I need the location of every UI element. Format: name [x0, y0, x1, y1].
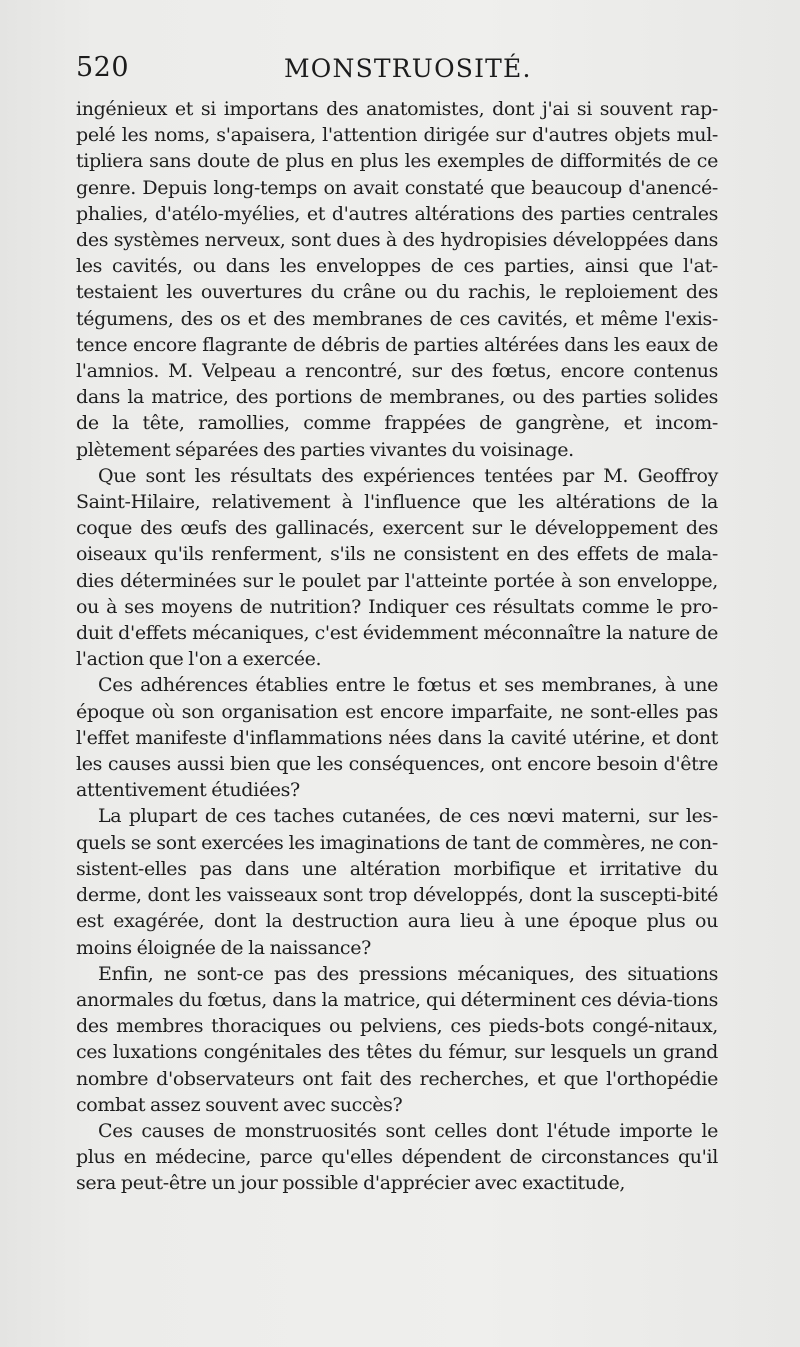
body-text — [76, 96, 718, 1195]
paragraph-geoffroy: Que sont les résultats des expériences tentées par M. Geoffroy Saint-Hilaire, relativement à l'influence que les altérations de la coque des œufs des gallinacés, exercent sur le développement des oiseaux qu'ils renferment, s'ils ne consistent en des effets de mala-dies déterminées sur le poulet par l'atteinte portée à son enveloppe, ou à ses moyens de nutrition? Indiquer ces résultats comme le pro-duit d'effets mécaniques, c'est évidemment méconnaître la nature de l'action que l'on a exercée. — [76, 464, 718, 671]
paragraph-continuation: ingénieux et si importans des anatomistes, dont j'ai si souvent rap-pelé les noms, s'apaisera, l'attention dirigée sur d'autres objets mul-tipliera sans doute de plus en plus les exemples de difformités de ce genre. Depuis long-temps on avait constaté que beaucoup d'anencé-phalies, d'atélo-myélies, et d'autres altérations des parties centrales des systèmes nerveux, sont dues à des hydropisies développées dans les cavités, ou dans les enveloppes de ces parties, ainsi que l'at-testaient les ouvertures du crâne ou du rachis, le reploiement des tégumens, des os et des membranes de ces cavités, et même l'exis-tence encore flagrante de débris de parties altérées dans les eaux de l'amnios. M. Velpeau a rencontré, sur des fœtus, encore contenus dans la matrice, des portions de membranes, ou des parties solides de la tête, ramollies, comme frappées de gangrène, et incom-plètement séparées des parties vivantes du voisinage. — [76, 98, 718, 461]
page-header — [76, 52, 716, 92]
paragraph-pressions: Enfin, ne sont-ce pas des pressions mécaniques, des situations anormales du fœtus, dans la matrice, qui déterminent ces dévia-tions des membres thoraciques ou pelviens, ces pieds-bots congé-nitaux, ces luxations congénitales des têtes du fémur, sur lesquels un grand nombre d'observateurs ont fait des recherches, et que l'orthopédie combat assez souvent avec succès? — [76, 962, 718, 1116]
paragraph-adherences: Ces adhérences établies entre le fœtus et ses membranes, à une époque où son organisation est encore imparfaite, ne sont-elles pas l'effet manifeste d'inflammations nées dans la cavité utérine, et dont les causes aussi bien que les conséquences, ont encore besoin d'être attentivement étudiées? — [76, 674, 718, 802]
page-number: 520 — [76, 52, 130, 83]
paragraph-causes: Ces causes de monstruosités sont celles dont l'étude importe le plus en médecine, parce qu'elles dépendent de circonstances qu'il sera peut-être un jour possible d'apprécier avec exactitude, — [76, 1119, 718, 1195]
paragraph-taches-cutanees: La plupart de ces taches cutanées, de ces nœvi materni, sur les-quels se sont exercées les imaginations de tant de commères, ne con-sistent-elles pas dans une altération morbifique et irritative du derme, dont les vaisseaux sont trop développés, dont la suscepti-bité est exagérée, dont la destruction aura lieu à une époque plus ou moins éloignée de la naissance? — [76, 805, 718, 959]
running-head: MONSTRUOSITÉ. — [284, 54, 532, 83]
